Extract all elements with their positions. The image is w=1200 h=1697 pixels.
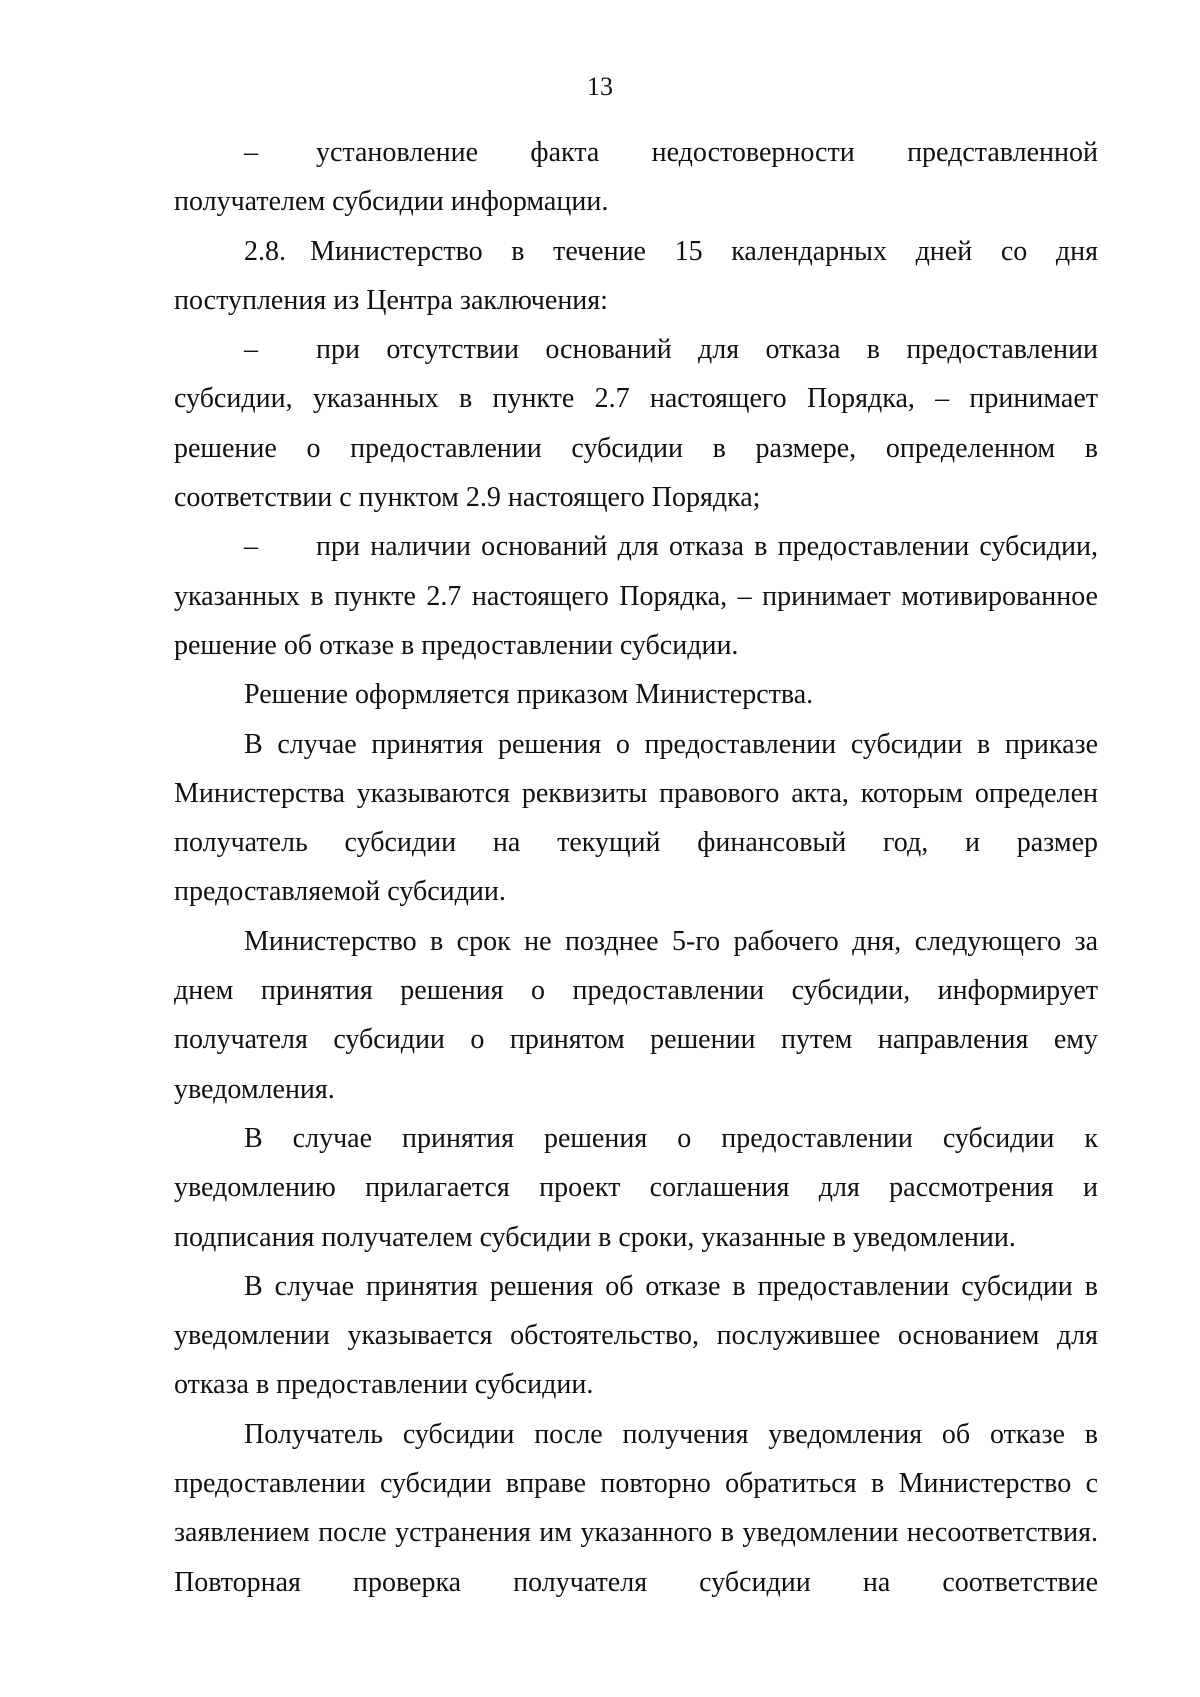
list-item-continuation: указанных в пункте 2.7 настоящего Порядка, – принимает мотивированное решение об отказе в предоставлении субсидии. [174, 580, 1098, 661]
numbered-paragraph [174, 227, 1098, 326]
document-body [174, 128, 1098, 1607]
body-paragraph: Решение оформляется приказом Министерства. [244, 679, 814, 711]
paragraph-text: Министерство в течение 15 календарных дней со дня поступления из Центра заключения: [174, 235, 1098, 316]
list-item-dash [174, 128, 1098, 177]
body-paragraph: Министерство в срок не позднее 5-го рабочего дня, следующего за днем принятия решения о предоставлении субсидии, информирует получателя субсидии о принятом решении путем направления ему уведомления. [174, 925, 1098, 1105]
page-number: 13 [587, 72, 613, 101]
dash-marker: – [244, 334, 258, 366]
list-item-continuation: субсидии, указанных в пункте 2.7 настоящего Порядка, – принимает решение о предоставлении субсидии в размере, определенном в соответствии с пунктом 2.9 настоящего Порядка; [174, 383, 1098, 514]
body-paragraph: В случае принятия решения о предоставлении субсидии к уведомлению прилагается проект соглашения для рассмотрения и подписания получателем субсидии в сроки, указанные в уведомлении. [174, 1122, 1098, 1253]
body-paragraph: В случае принятия решения о предоставлении субсидии в приказе Министерства указываются реквизиты правового акта, которым определен получатель субсидии на текущий финансовый год, и размер предоставляемой субсидии. [174, 728, 1098, 908]
paragraph-number: 2.8. [244, 235, 286, 267]
list-item-dash [174, 522, 1098, 571]
dash-marker: – [244, 137, 258, 168]
dash-marker: – [244, 531, 258, 563]
list-item-continuation: получателем субсидии информации. [174, 186, 609, 218]
body-paragraph: В случае принятия решения об отказе в предоставлении субсидии в уведомлении указывается обстоятельство, послужившее основанием для отказа в предоставлении субсидии. [174, 1270, 1098, 1401]
list-item-text: при наличии оснований для отказа в предоставлении субсидии, [316, 531, 1098, 563]
body-paragraph: Получатель субсидии после получения уведомления об отказе в предоставлении субсидии вправе повторно обратиться в Министерство с заявлением после устранения им указанного в уведомлении несоответствия. Повторная проверка получателя субсидии на соответствие [174, 1418, 1098, 1598]
list-item-text: установление факта недостоверности представленной [316, 137, 1098, 168]
list-item-dash [174, 325, 1098, 374]
list-item-text: при отсутствии оснований для отказа в предоставлении [316, 334, 1098, 366]
